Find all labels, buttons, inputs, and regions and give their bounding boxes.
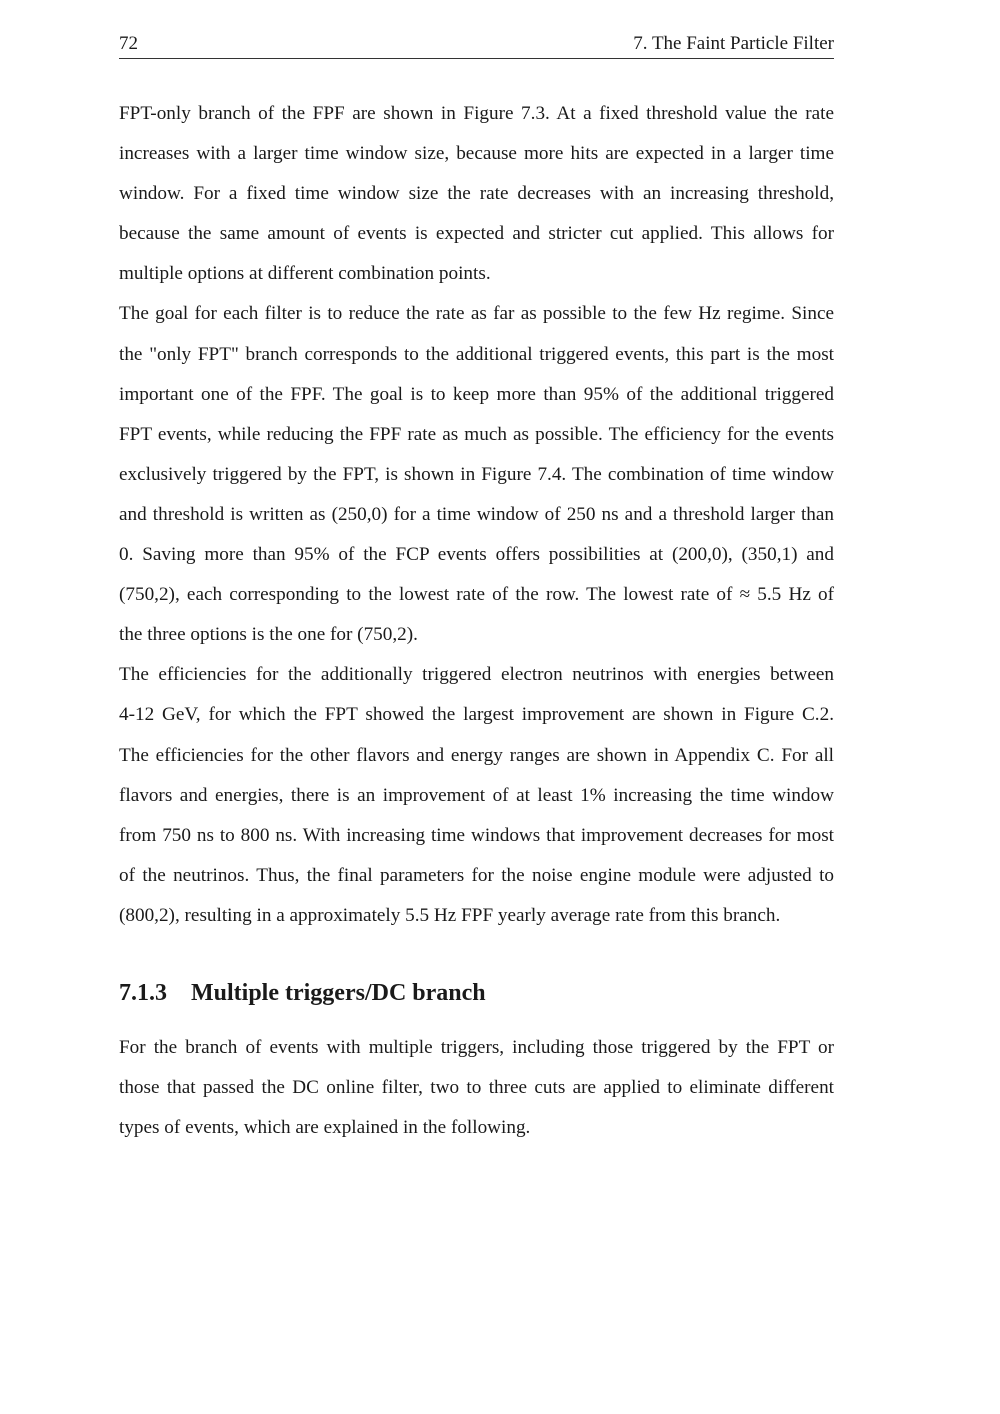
text-line: (800,2), resulting in a approximately 5.5 Hz FPF yearly average rate from this branch.: [119, 904, 781, 926]
running-header: [119, 31, 834, 59]
text-line: 0. Saving more than 95% of the FCP events offers possibilities at (200,0), (350,1) and: [119, 544, 834, 566]
text-line: of the neutrinos. Thus, the final parameters for the noise engine module were adjusted to: [119, 864, 834, 886]
page-number: 72: [119, 33, 138, 54]
text-line: FPT-only branch of the FPF are shown in Figure 7.3. At a fixed threshold value the rate: [119, 103, 834, 124]
text-line: The goal for each filter is to reduce the rate as far as possible to the few Hz regime. Since: [119, 303, 834, 325]
paragraph-3: [119, 655, 834, 936]
text-line: increases with a larger time window size, because more hits are expected in a larger time: [119, 143, 834, 165]
text-line: (750,2), each corresponding to the lowest rate of the row. The lowest rate of ≈ 5.5 Hz of: [119, 584, 834, 606]
text-line: The efficiencies for the other flavors and energy ranges are shown in Appendix C. For all: [119, 744, 834, 766]
body-text: [119, 94, 834, 936]
text-line: because the same amount of events is expected and stricter cut applied. This allows for: [119, 223, 834, 245]
section-number: 7.1.3: [119, 980, 167, 1006]
paragraph-1: [119, 94, 834, 294]
text-line: the three options is the one for (750,2).: [119, 624, 418, 646]
text-line: the "only FPT" branch corresponds to the additional triggered events, this part is the most: [119, 343, 834, 365]
chapter-title: 7. The Faint Particle Filter: [633, 33, 834, 54]
text-line: from 750 ns to 800 ns. With increasing time windows that improvement decreases for most: [119, 824, 834, 846]
text-line: types of events, which are explained in the following.: [119, 1117, 531, 1139]
text-line: window. For a fixed time window size the rate decreases with an increasing threshold,: [119, 183, 834, 205]
text-line: FPT events, while reducing the FPF rate as much as possible. The efficiency for the events: [119, 423, 834, 445]
paragraph-2: [119, 294, 834, 655]
section-heading: [119, 977, 834, 1009]
text-line: exclusively triggered by the FPT, is shown in Figure 7.4. The combination of time window: [119, 463, 834, 485]
text-line: multiple options at different combination points.: [119, 263, 491, 285]
text-line: those that passed the DC online filter, two to three cuts are applied to eliminate different: [119, 1077, 834, 1099]
text-line: and threshold is written as (250,0) for a time window of 250 ns and a threshold larger than: [119, 503, 834, 525]
text-line: important one of the FPF. The goal is to keep more than 95% of the additional triggered: [119, 383, 834, 405]
paragraph-4: [119, 1028, 834, 1148]
text-line: 4-12 GeV, for which the FPT showed the largest improvement are shown in Figure C.2.: [119, 704, 834, 726]
text-line: For the branch of events with multiple triggers, including those triggered by the FPT or: [119, 1037, 834, 1058]
text-line: The efficiencies for the additionally triggered electron neutrinos with energies between: [119, 664, 834, 686]
section-title: Multiple triggers/DC branch: [191, 980, 486, 1006]
text-line: flavors and energies, there is an improvement of at least 1% increasing the time window: [119, 784, 834, 806]
